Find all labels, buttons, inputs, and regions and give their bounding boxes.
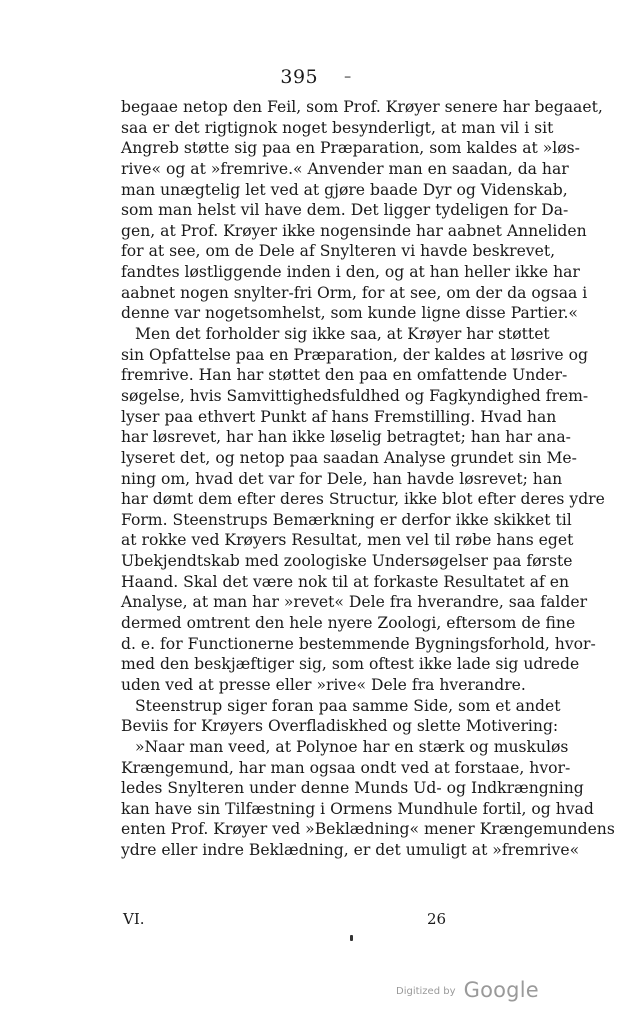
text-line: ning om, hvad det var for Dele, han havde løsrevet; han bbox=[121, 469, 563, 488]
text-line: fremrive. Han har støttet den paa en omfattende Under- bbox=[121, 366, 568, 385]
quote-start-line: »Naar man veed, at Polynoe har en stærk og muskuløs bbox=[135, 737, 569, 756]
text-line: Analyse, at man har »revet« Dele fra hverandre, saa falder bbox=[121, 593, 588, 612]
text-line: man unægtelig let ved at gjøre baade Dyr og Videnskab, bbox=[121, 180, 568, 199]
text-line: ledes Snylteren under denne Munds Ud- og Indkrængning bbox=[121, 779, 584, 798]
text-line: har løsrevet, har han ikke løselig betragtet; han har ana- bbox=[121, 428, 571, 447]
watermark-caption: Digitized by bbox=[396, 986, 456, 997]
text-line: Krængemund, har man ogsaa ondt ved at forstaae, hvor- bbox=[121, 758, 571, 777]
signature-mark-volume: VI. bbox=[123, 910, 145, 928]
paragraph-start-line: Men det forholder sig ikke saa, at Krøyer har støttet bbox=[135, 325, 550, 344]
paragraph-start-line: Steenstrup siger foran paa samme Side, som et andet bbox=[135, 696, 561, 715]
text-line: rive« og at »fremrive.« Anvender man en saadan, da har bbox=[121, 159, 569, 178]
text-line: sin Opfattelse paa en Præparation, der kaldes at løsrive og bbox=[121, 345, 588, 364]
google-logo: Google bbox=[463, 978, 539, 1002]
text-line: dermed omtrent den hele nyere Zoologi, eftersom de fine bbox=[121, 614, 576, 633]
text-line: Beviis for Krøyers Overfladiskhed og slette Motivering: bbox=[121, 717, 559, 736]
page-number bbox=[0, 66, 632, 88]
text-line: gen, at Prof. Krøyer ikke nogensinde har aabnet Anneliden bbox=[121, 221, 587, 240]
text-line: saa er det rigtignok noget besynderligt, at man vil i sit bbox=[121, 118, 554, 137]
page-number-mark: – bbox=[344, 69, 352, 85]
text-line: har dømt dem efter deres Structur, ikke blot efter deres ydre bbox=[121, 490, 605, 509]
signature-mark-sheet: 26 bbox=[427, 910, 447, 928]
text-line: Form. Steenstrups Bemærkning er derfor ikke skikket til bbox=[121, 510, 572, 529]
text-line: med den beskjæftiger sig, som oftest ikke lade sig udrede bbox=[121, 655, 580, 674]
text-line: Ubekjendtskab med zoologiske Undersøgelser paa første bbox=[121, 552, 573, 571]
text-line: denne var nogetsomhelst, som kunde ligne disse Partier.« bbox=[121, 304, 578, 323]
text-line: lyseret det, og netop paa saadan Analyse grundet sin Me- bbox=[121, 448, 577, 467]
text-line: for at see, om de Dele af Snylteren vi havde beskrevet, bbox=[121, 242, 556, 261]
text-line: som man helst vil have dem. Det ligger tydeligen for Da- bbox=[121, 201, 569, 220]
text-line: begaae netop den Feil, som Prof. Krøyer senere har begaaet, bbox=[121, 98, 603, 116]
text-line: ydre eller indre Beklædning, er det umuligt at »fremrive« bbox=[121, 841, 580, 860]
page-number-value: 395 bbox=[280, 66, 319, 88]
ink-speck bbox=[350, 935, 353, 941]
text-line: at rokke ved Krøyers Resultat, men vel til røbe hans eget bbox=[121, 531, 574, 550]
text-line: d. e. for Functionerne bestemmende Bygningsforhold, hvor- bbox=[121, 634, 596, 653]
text-line: lyser paa ethvert Punkt af hans Fremstilling. Hvad han bbox=[121, 407, 557, 426]
text-line: enten Prof. Krøyer ved »Beklædning« mener Krængemundens bbox=[121, 820, 615, 839]
digitization-watermark bbox=[396, 978, 539, 1002]
text-line: aabnet nogen snylter-fri Orm, for at see, om der da ogsaa i bbox=[121, 283, 588, 302]
text-line: uden ved at presse eller »rive« Dele fra hverandre. bbox=[121, 675, 526, 694]
text-line: Haand. Skal det være nok til at forkaste Resultatet af en bbox=[121, 572, 569, 591]
text-line: Angreb støtte sig paa en Præparation, som kaldes at »løs- bbox=[121, 139, 580, 158]
text-line: søgelse, hvis Samvittighedsfuldhed og Fagkyndighed frem- bbox=[121, 386, 589, 405]
text-line: fandtes løstliggende inden i den, og at han heller ikke har bbox=[121, 263, 580, 282]
text-line: kan have sin Tilfæstning i Ormens Mundhule fortil, og hvad bbox=[121, 799, 594, 818]
body-text bbox=[121, 97, 615, 861]
